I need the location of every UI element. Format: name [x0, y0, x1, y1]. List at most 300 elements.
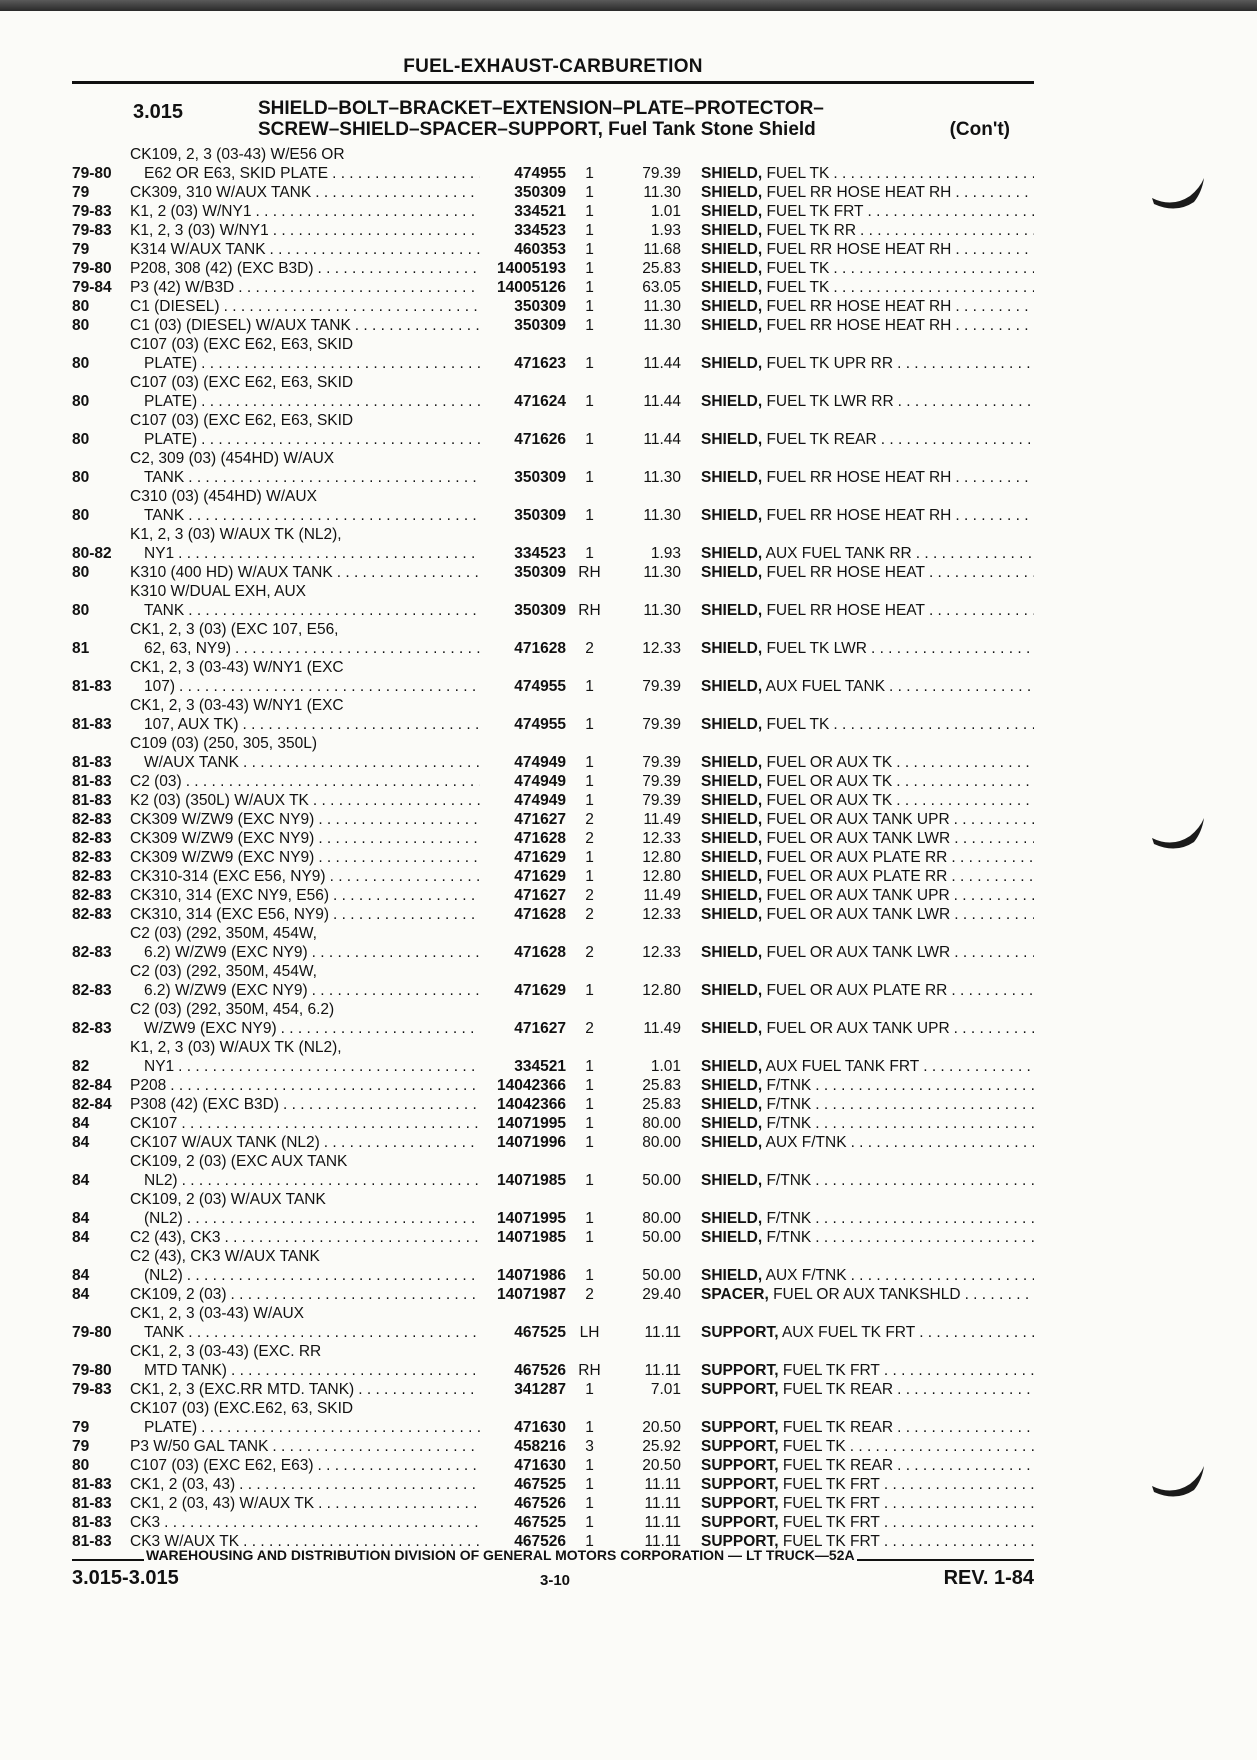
leader-dots — [856, 221, 1034, 240]
description-text — [701, 297, 951, 316]
description-cell — [701, 1228, 1034, 1247]
description-cell — [701, 1190, 1034, 1228]
year-cell: 79-80 — [72, 165, 112, 182]
description-detail: FUEL TK FRT — [782, 1495, 880, 1512]
description-keyword: SHIELD, — [701, 317, 763, 334]
quantity-cell: 1 — [585, 1115, 594, 1132]
leader-dots — [811, 1114, 1034, 1133]
parts-row — [72, 867, 1034, 886]
description-keyword: SHIELD, — [701, 773, 763, 790]
description-keyword: SHIELD, — [701, 298, 763, 315]
quantity-cell: 2 — [585, 811, 594, 828]
description-cell — [701, 316, 1034, 335]
leader-dots — [269, 221, 480, 240]
leader-dots — [951, 240, 1034, 259]
leader-dots — [266, 240, 480, 259]
description-cell — [701, 1114, 1034, 1133]
model-cell — [130, 1114, 480, 1133]
model-text: P208 — [130, 1077, 167, 1094]
leader-dots — [880, 1361, 1034, 1380]
description-detail: FUEL OR AUX TANK UPR — [766, 887, 950, 904]
description-text — [701, 1418, 893, 1437]
description-keyword: SHIELD, — [701, 811, 763, 828]
model-cell — [130, 582, 480, 620]
model-cell — [130, 791, 480, 810]
description-detail: AUX FUEL TANK FRT — [765, 1058, 920, 1075]
description-keyword: SHIELD, — [701, 868, 763, 885]
year-cell: 84 — [72, 1267, 90, 1284]
description-cell — [701, 962, 1034, 1000]
description-line — [701, 848, 1034, 867]
leader-dots — [197, 1418, 480, 1437]
quantity-cell: LH — [579, 1324, 600, 1341]
description-line — [701, 943, 1034, 962]
description-detail: FUEL TK FRT — [782, 1476, 880, 1493]
model-line — [130, 772, 480, 791]
model-line — [130, 468, 480, 487]
description-line — [701, 1513, 1034, 1532]
part-number-cell: 471628 — [514, 906, 566, 923]
model-line — [130, 1076, 480, 1095]
leader-dots — [951, 316, 1034, 335]
description-line — [701, 278, 1034, 297]
year-cell: 82-83 — [72, 1020, 112, 1037]
model-text: (NL2) — [144, 1267, 183, 1284]
price-cell: 11.11 — [644, 1324, 681, 1341]
leader-dots — [235, 1475, 480, 1494]
description-detail: FUEL OR AUX TANK LWR — [766, 944, 951, 961]
description-cell — [701, 810, 1034, 829]
description-keyword: SHIELD, — [701, 545, 763, 562]
description-line — [701, 639, 1034, 658]
description-cell — [701, 1076, 1034, 1095]
quantity-cell: RH — [578, 602, 601, 619]
model-text: K1, 2, 3 (03) W/AUX TK (NL2), — [130, 1039, 342, 1056]
quantity-cell: 1 — [585, 1096, 594, 1113]
model-text: CK1, 2 (03, 43) W/AUX TK — [130, 1495, 315, 1512]
price-cell: 12.33 — [642, 906, 681, 923]
leader-dots — [329, 905, 480, 924]
parts-row — [72, 1437, 1034, 1456]
parts-row — [72, 886, 1034, 905]
description-keyword: SHIELD, — [701, 222, 763, 239]
description-keyword: SHIELD, — [701, 944, 763, 961]
description-text — [701, 905, 950, 924]
parts-row — [72, 658, 1034, 696]
description-cell — [701, 449, 1034, 487]
price-cell: 11.30 — [643, 469, 681, 486]
description-detail: FUEL TK RR — [766, 222, 857, 239]
model-text: K310 W/DUAL EXH, AUX — [130, 583, 307, 600]
leader-dots — [951, 297, 1034, 316]
description-detail: FUEL RR HOSE HEAT — [766, 564, 925, 581]
leader-dots — [893, 354, 1034, 373]
leader-dots — [239, 753, 480, 772]
leader-dots — [308, 943, 480, 962]
price-cell: 79.39 — [642, 678, 681, 695]
parts-row — [72, 772, 1034, 791]
leader-dots — [919, 1057, 1034, 1076]
model-cell — [130, 563, 480, 582]
leader-dots — [178, 1171, 480, 1190]
description-line — [701, 1361, 1034, 1380]
leader-dots — [811, 1171, 1034, 1190]
price-cell: 25.83 — [642, 1096, 681, 1113]
model-text: K1, 2 (03) W/NY1 — [130, 203, 252, 220]
price-cell: 11.30 — [643, 184, 681, 201]
quantity-cell: 1 — [585, 1077, 594, 1094]
page-number: 3-10 — [539, 1572, 571, 1589]
model-cell — [130, 316, 480, 335]
description-detail: AUX F/TNK — [765, 1267, 847, 1284]
part-number-cell: 341287 — [514, 1381, 566, 1398]
year-cell: 81-83 — [72, 773, 112, 790]
model-text: TANK — [144, 507, 185, 524]
price-cell: 50.00 — [642, 1172, 681, 1189]
part-number-cell: 458216 — [514, 1438, 566, 1455]
model-cell — [130, 1095, 480, 1114]
model-line — [130, 1342, 480, 1361]
price-cell: 80.00 — [642, 1134, 681, 1151]
description-keyword: SUPPORT, — [701, 1533, 779, 1550]
model-text: C2, 309 (03) (454HD) W/AUX — [130, 450, 335, 467]
model-line — [130, 696, 480, 715]
model-line — [130, 639, 480, 658]
part-number-cell: 350309 — [514, 564, 566, 581]
leader-dots — [925, 601, 1034, 620]
leader-dots — [234, 278, 480, 297]
price-cell: 80.00 — [642, 1115, 681, 1132]
price-cell: 11.30 — [643, 298, 681, 315]
description-cell — [701, 1475, 1034, 1494]
description-text — [701, 772, 892, 791]
part-number-cell: 474955 — [514, 165, 566, 182]
quantity-cell: 2 — [585, 1020, 594, 1037]
price-cell: 50.00 — [642, 1229, 681, 1246]
model-line — [130, 1095, 480, 1114]
parts-row — [72, 259, 1034, 278]
model-text: NL2) — [144, 1172, 178, 1189]
model-cell — [130, 1342, 480, 1380]
parts-row — [72, 810, 1034, 829]
description-cell — [701, 1304, 1034, 1342]
leader-dots — [231, 639, 480, 658]
price-cell: 11.44 — [643, 355, 681, 372]
description-line — [701, 221, 1034, 240]
model-text: (NL2) — [144, 1210, 183, 1227]
description-cell — [701, 202, 1034, 221]
description-detail: FUEL TK — [766, 279, 830, 296]
description-detail: FUEL RR HOSE HEAT RH — [766, 317, 952, 334]
leader-dots — [893, 1418, 1034, 1437]
quantity-cell: 1 — [585, 716, 594, 733]
quantity-cell: 1 — [585, 1210, 594, 1227]
part-number-cell: 14005193 — [497, 260, 566, 277]
model-line — [130, 1304, 480, 1323]
model-text: CK1, 2, 3 (03-43) (EXC. RR — [130, 1343, 322, 1360]
part-number-cell: 471629 — [514, 868, 566, 885]
year-cell: 81 — [72, 640, 90, 657]
part-number-cell: 471630 — [514, 1457, 566, 1474]
year-cell: 80 — [72, 355, 90, 372]
parts-table-body — [72, 145, 1034, 1551]
description-cell — [701, 1133, 1034, 1152]
leader-dots — [227, 1361, 480, 1380]
part-number-cell: 467525 — [514, 1514, 566, 1531]
quantity-cell: 1 — [585, 849, 594, 866]
year-cell: 82 — [72, 1058, 90, 1075]
footer-division-line — [72, 1547, 1034, 1563]
description-line — [701, 715, 1034, 734]
description-text — [701, 1266, 847, 1285]
description-cell — [701, 145, 1034, 183]
description-detail: FUEL OR AUX TANKSHLD — [773, 1286, 961, 1303]
leader-dots — [893, 1380, 1034, 1399]
model-cell — [130, 183, 480, 202]
description-keyword: SHIELD, — [701, 678, 763, 695]
description-line — [701, 1266, 1034, 1285]
year-cell: 81-83 — [72, 716, 112, 733]
price-cell: 11.44 — [643, 431, 681, 448]
model-cell — [130, 658, 480, 696]
model-text: CK3 W/AUX TK — [130, 1533, 240, 1550]
description-keyword: SUPPORT, — [701, 1324, 779, 1341]
model-line — [130, 1057, 480, 1076]
description-keyword: SHIELD, — [701, 1020, 763, 1037]
description-cell — [701, 867, 1034, 886]
header-rule — [72, 81, 1034, 84]
model-text: CK1, 2, 3 (EXC.RR MTD. TANK) — [130, 1381, 355, 1398]
model-line — [130, 810, 480, 829]
model-cell — [130, 772, 480, 791]
part-number-cell: 471627 — [514, 1020, 566, 1037]
price-cell: 50.00 — [642, 1267, 681, 1284]
model-line — [130, 1000, 480, 1019]
parts-row — [72, 202, 1034, 221]
model-text: CK107 W/AUX TANK (NL2) — [130, 1134, 320, 1151]
description-cell — [701, 1285, 1034, 1304]
leader-dots — [829, 259, 1034, 278]
model-text: C107 (03) (EXC E62, E63, SKID — [130, 412, 354, 429]
part-number-cell: 334521 — [514, 203, 566, 220]
description-cell — [701, 1095, 1034, 1114]
leader-dots — [829, 278, 1034, 297]
part-number-cell: 14071985 — [497, 1229, 566, 1246]
parts-row — [72, 316, 1034, 335]
description-text — [701, 506, 951, 525]
model-line — [130, 620, 480, 639]
description-text — [701, 468, 951, 487]
model-cell — [130, 259, 480, 278]
leader-dots — [950, 905, 1034, 924]
model-text: C2 (03) (292, 350M, 454, 6.2) — [130, 1001, 335, 1018]
section-number: 3.015 — [133, 101, 184, 123]
leader-dots — [314, 1494, 480, 1513]
description-detail: FUEL OR AUX PLATE RR — [766, 868, 948, 885]
quantity-cell: 1 — [585, 222, 594, 239]
description-text — [701, 753, 892, 772]
leader-dots — [811, 1076, 1034, 1095]
model-line — [130, 1152, 480, 1171]
description-keyword: SHIELD, — [701, 849, 763, 866]
price-cell: 80.00 — [642, 1210, 681, 1227]
model-cell — [130, 905, 480, 924]
year-cell: 82-83 — [72, 906, 112, 923]
model-line — [130, 1114, 480, 1133]
price-cell: 25.92 — [642, 1438, 681, 1455]
model-cell — [130, 525, 480, 563]
model-cell — [130, 1475, 480, 1494]
part-number-cell: 471628 — [514, 640, 566, 657]
model-cell — [130, 449, 480, 487]
year-cell: 81-83 — [72, 792, 112, 809]
quantity-cell: 1 — [585, 1381, 594, 1398]
description-cell — [701, 791, 1034, 810]
year-cell: 79 — [72, 184, 90, 201]
leader-dots — [915, 1323, 1034, 1342]
model-text: 6.2) W/ZW9 (EXC NY9) — [144, 944, 308, 961]
part-number-cell: 471629 — [514, 849, 566, 866]
description-cell — [701, 1437, 1034, 1456]
part-number-cell: 471624 — [514, 393, 566, 410]
model-text: C1 (DIESEL) — [130, 298, 220, 315]
quantity-cell: 2 — [585, 944, 594, 961]
description-cell — [701, 563, 1034, 582]
leader-dots — [184, 601, 480, 620]
description-line — [701, 772, 1034, 791]
part-number-cell: 471623 — [514, 355, 566, 372]
description-text — [701, 1057, 919, 1076]
model-text: CK309 W/ZW9 (EXC NY9) — [130, 811, 315, 828]
parts-row — [72, 240, 1034, 259]
description-text — [701, 867, 947, 886]
page-range: 3.015-3.015 — [72, 1567, 179, 1589]
description-line — [701, 1209, 1034, 1228]
quantity-cell: 1 — [585, 1134, 594, 1151]
description-detail: AUX FUEL TK FRT — [781, 1324, 916, 1341]
model-text: C2 (43), CK3 W/AUX TANK — [130, 1248, 320, 1265]
quantity-cell: 1 — [585, 1514, 594, 1531]
quantity-cell: 1 — [585, 184, 594, 201]
model-cell — [130, 696, 480, 734]
description-text — [701, 1019, 950, 1038]
description-line — [701, 297, 1034, 316]
part-number-cell: 467526 — [514, 1495, 566, 1512]
leader-dots — [183, 1266, 480, 1285]
model-line — [130, 335, 480, 354]
parts-row — [72, 962, 1034, 1000]
description-line — [701, 1019, 1034, 1038]
description-text — [701, 1475, 880, 1494]
part-number-cell: 471629 — [514, 982, 566, 999]
model-text: PLATE) — [144, 393, 198, 410]
parts-row — [72, 1114, 1034, 1133]
model-line — [130, 601, 480, 620]
description-detail: FUEL RR HOSE HEAT RH — [766, 241, 952, 258]
description-line — [701, 1114, 1034, 1133]
year-cell: 84 — [72, 1115, 90, 1132]
leader-dots — [950, 886, 1034, 905]
model-line — [130, 1418, 480, 1437]
description-detail: FUEL RR HOSE HEAT RH — [766, 184, 952, 201]
model-text: TANK — [144, 1324, 185, 1341]
model-text: PLATE) — [144, 431, 198, 448]
description-cell — [701, 1399, 1034, 1437]
model-line — [130, 924, 480, 943]
price-cell: 79.39 — [642, 792, 681, 809]
description-keyword: SHIELD, — [701, 469, 763, 486]
model-line — [130, 506, 480, 525]
description-keyword: SHIELD, — [701, 1115, 763, 1132]
leader-dots — [314, 1456, 480, 1475]
description-cell — [701, 259, 1034, 278]
price-cell: 11.11 — [644, 1533, 681, 1550]
model-line — [130, 1266, 480, 1285]
price-cell: 11.49 — [643, 811, 681, 828]
leader-dots — [220, 1228, 480, 1247]
model-line — [130, 962, 480, 981]
parts-row — [72, 734, 1034, 772]
description-detail: FUEL OR AUX PLATE RR — [766, 849, 948, 866]
description-cell — [701, 1380, 1034, 1399]
description-cell — [701, 183, 1034, 202]
description-cell — [701, 1247, 1034, 1285]
description-cell — [701, 848, 1034, 867]
description-line — [701, 1095, 1034, 1114]
description-keyword: SHIELD, — [701, 982, 763, 999]
model-cell — [130, 278, 480, 297]
model-line — [130, 449, 480, 468]
year-cell: 80 — [72, 393, 90, 410]
description-line — [701, 506, 1034, 525]
model-text: C1 (03) (DIESEL) W/AUX TANK — [130, 317, 351, 334]
description-text — [701, 886, 950, 905]
price-cell: 63.05 — [642, 279, 681, 296]
description-cell — [701, 487, 1034, 525]
year-cell: 80 — [72, 507, 90, 524]
description-detail: FUEL TK LWR — [766, 640, 867, 657]
model-line — [130, 1209, 480, 1228]
model-cell — [130, 1494, 480, 1513]
description-detail: FUEL TK — [766, 260, 830, 277]
description-line — [701, 1380, 1034, 1399]
description-text — [701, 943, 950, 962]
part-number-cell: 350309 — [514, 602, 566, 619]
part-number-cell: 471630 — [514, 1419, 566, 1436]
model-cell — [130, 829, 480, 848]
description-cell — [701, 886, 1034, 905]
year-cell: 82-83 — [72, 830, 112, 847]
model-text: CK1, 2 (03, 43) — [130, 1476, 236, 1493]
model-text: 6.2) W/ZW9 (EXC NY9) — [144, 982, 308, 999]
model-line — [130, 943, 480, 962]
leader-dots — [951, 183, 1034, 202]
description-text — [701, 1209, 811, 1228]
leader-dots — [174, 1057, 480, 1076]
leader-dots — [333, 563, 480, 582]
quantity-cell: 1 — [585, 792, 594, 809]
model-text: CK310-314 (EXC E56, NY9) — [130, 868, 326, 885]
description-detail: F/TNK — [766, 1077, 812, 1094]
leader-dots — [950, 810, 1034, 829]
part-number-cell: 474949 — [514, 773, 566, 790]
model-text: CK109, 2 (03) W/AUX TANK — [130, 1191, 326, 1208]
description-detail: FUEL OR AUX TANK LWR — [766, 906, 951, 923]
year-cell: 80 — [72, 431, 90, 448]
description-text — [701, 715, 829, 734]
description-keyword: SPACER, — [701, 1286, 769, 1303]
description-keyword: SHIELD, — [701, 241, 763, 258]
